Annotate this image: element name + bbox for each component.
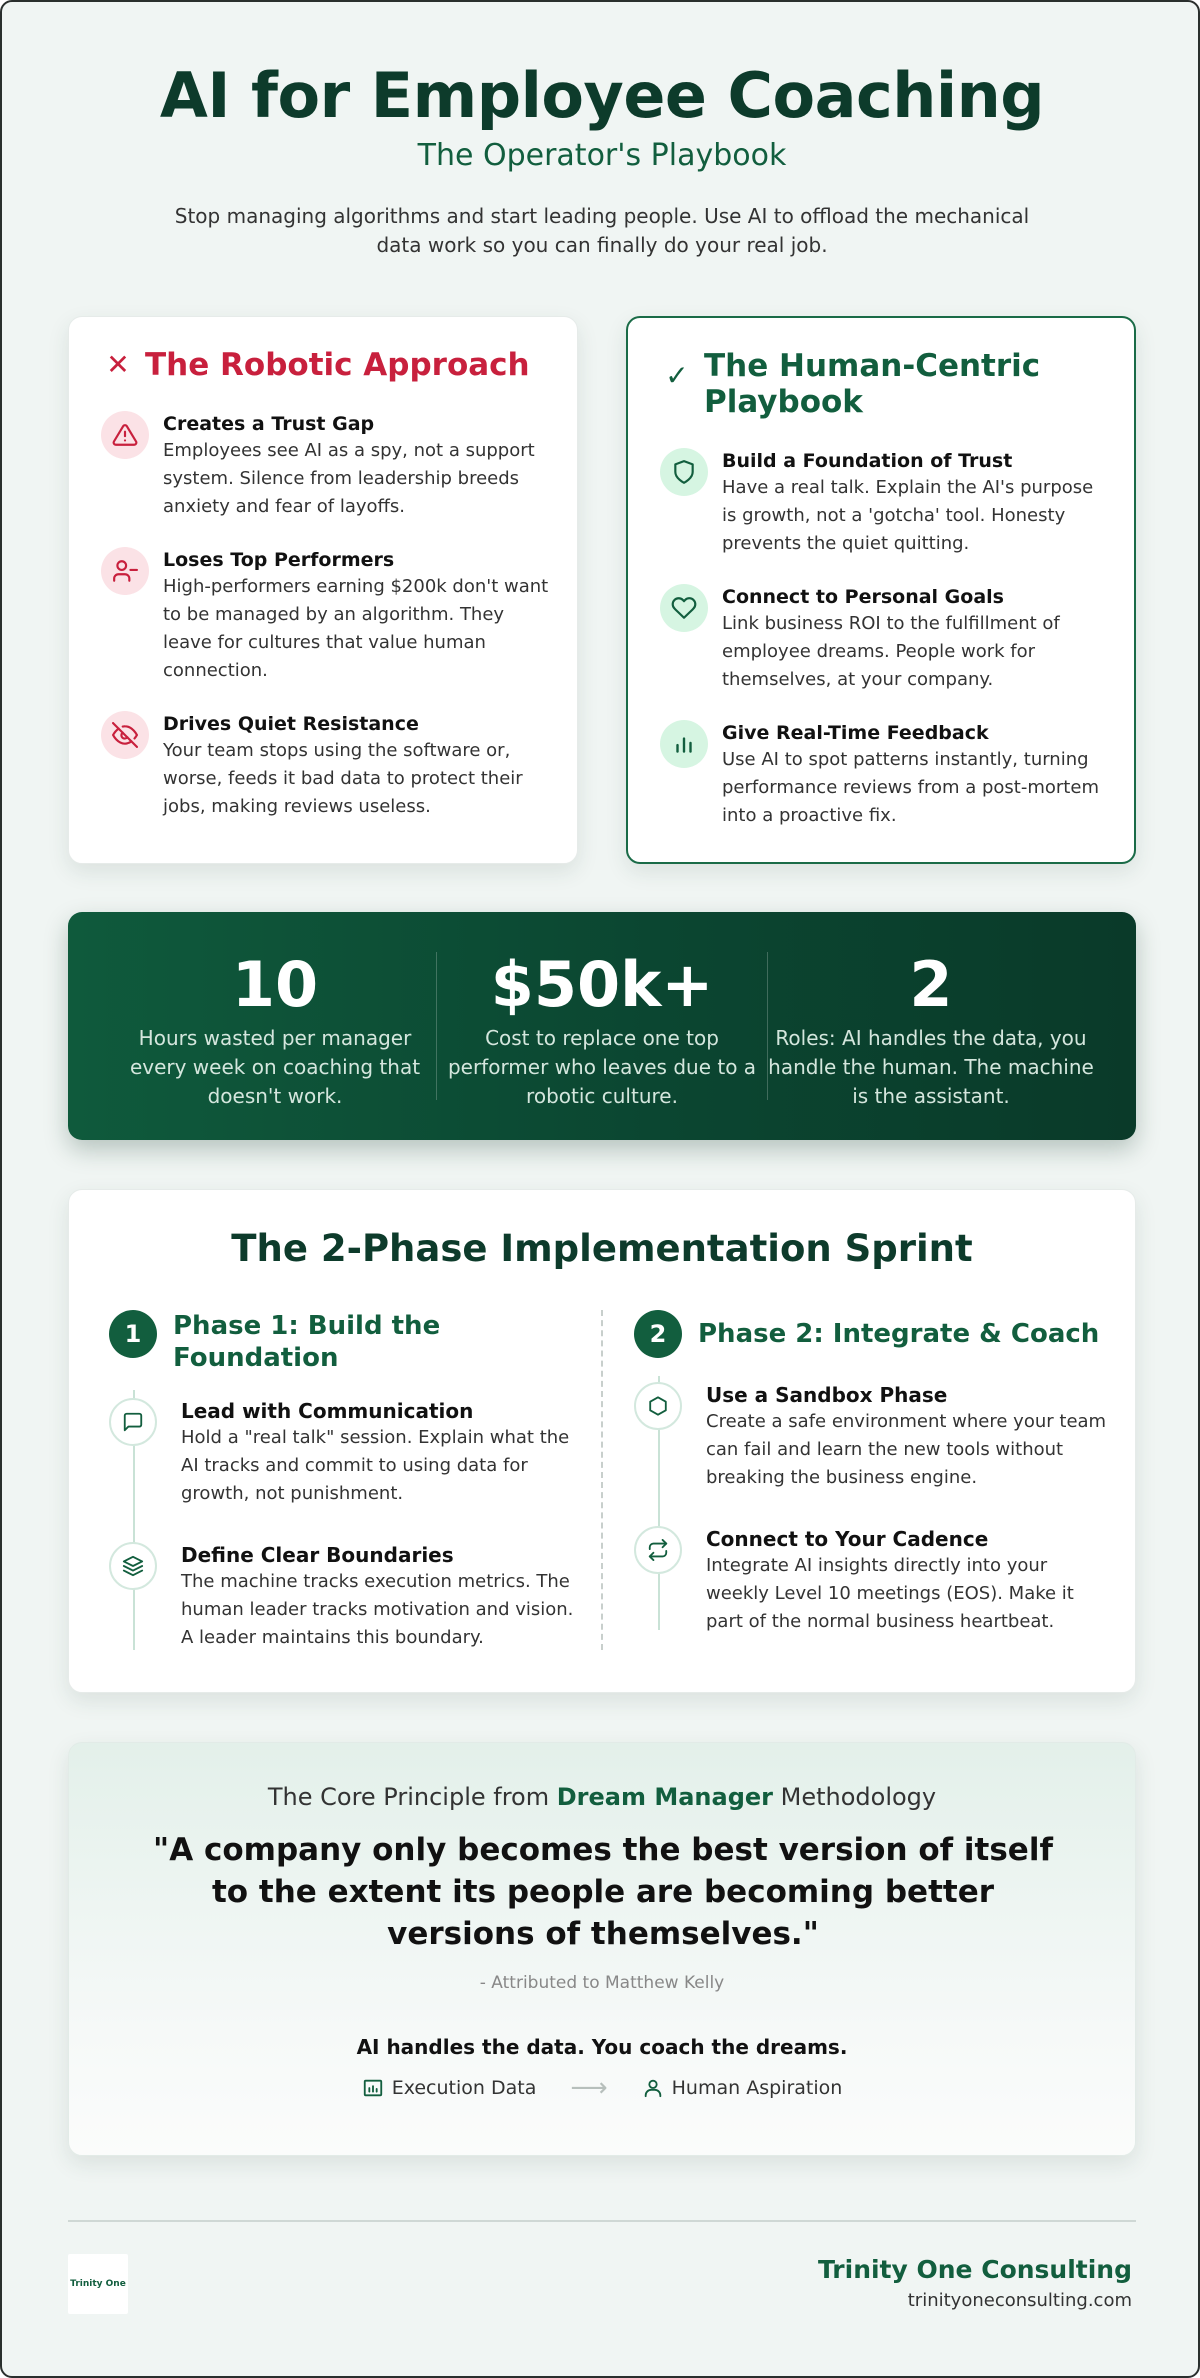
chart-box-icon bbox=[362, 2077, 384, 2099]
check-mark-icon: ✓ bbox=[665, 359, 689, 392]
phase-divider bbox=[601, 1310, 603, 1650]
phase-1-step bbox=[109, 1542, 579, 1652]
warning-triangle-icon bbox=[101, 411, 149, 459]
principle-prefix: The Core Principle from bbox=[267, 1783, 557, 1811]
step-heading: Define Clear Boundaries bbox=[181, 1543, 454, 1567]
hexagon-icon bbox=[634, 1382, 682, 1430]
robotic-card-title bbox=[103, 347, 530, 383]
stat-value: $50k+ bbox=[490, 948, 714, 1021]
robotic-item bbox=[101, 711, 553, 821]
message-square-icon bbox=[109, 1398, 157, 1446]
stat-value: 10 bbox=[231, 948, 319, 1021]
item-text: Employees see AI as a spy, not a support system. Silence from leadership breeds anxiety and fear of layoffs. bbox=[163, 440, 535, 517]
user-icon bbox=[642, 2077, 664, 2099]
step-text: The machine tracks execution metrics. The human leader tracks motivation and vision. A leader maintains this boundary. bbox=[181, 1571, 574, 1648]
heart-icon bbox=[660, 584, 708, 632]
repeat-icon bbox=[634, 1526, 682, 1574]
item-text: Link business ROI to the fulfillment of employee dreams. People work for themselves, at your company. bbox=[722, 613, 1060, 690]
robotic-item-list bbox=[101, 411, 553, 821]
item-heading: Build a Foundation of Trust bbox=[722, 450, 1013, 472]
stats-banner bbox=[68, 912, 1136, 1140]
phase-2-header bbox=[634, 1310, 1114, 1358]
header bbox=[2, 58, 1200, 260]
step-text: Integrate AI insights directly into your weekly Level 10 meetings (EOS). Make it part of the normal business heartbeat. bbox=[706, 1555, 1074, 1632]
principle-subtitle bbox=[69, 1781, 1135, 1813]
company-logo: Trinity One bbox=[68, 2254, 128, 2314]
phase-2-step bbox=[634, 1382, 1114, 1492]
core-principle-card bbox=[68, 1742, 1136, 2156]
item-text: Use AI to spot patterns instantly, turning performance reviews from a post-mortem into a proactive fix. bbox=[722, 749, 1099, 826]
human-item-list bbox=[660, 448, 1110, 830]
item-heading: Creates a Trust Gap bbox=[163, 413, 375, 435]
human-card-title bbox=[662, 348, 1084, 420]
x-mark-icon: ✕ bbox=[106, 348, 130, 381]
step-heading: Lead with Communication bbox=[181, 1399, 474, 1423]
stat-replacement-cost bbox=[437, 950, 767, 1111]
phase-title: Phase 1: Build the Foundation bbox=[173, 1311, 441, 1373]
quote-attribution: - Attributed to Matthew Kelly bbox=[479, 1973, 725, 1993]
step-text: Create a safe environment where your team can fail and learn the new tools without breaking the business engine. bbox=[706, 1411, 1107, 1488]
robotic-title-text: The Robotic Approach bbox=[145, 347, 530, 383]
intro-text: Stop managing algorithms and start leading people. Use AI to offload the mechanical data work so you can finally do your real job. bbox=[174, 204, 1030, 257]
item-text: High-performers earning $200k don't want to be managed by an algorithm. They leave for cultures that value human connection. bbox=[163, 576, 549, 681]
human-item bbox=[660, 720, 1110, 830]
principle-suffix: Methodology bbox=[773, 1783, 937, 1811]
item-text: Your team stops using the software or, worse, feeds it bad data to protect their jobs, making reviews useless. bbox=[163, 740, 523, 817]
company-block bbox=[818, 2254, 1132, 2314]
data-to-aspiration-flow bbox=[69, 2075, 1135, 2101]
item-heading: Connect to Personal Goals bbox=[722, 586, 1004, 608]
step-heading: Connect to Your Cadence bbox=[706, 1527, 989, 1551]
stat-hours-wasted bbox=[110, 950, 440, 1111]
eye-off-icon bbox=[101, 711, 149, 759]
step-heading: Use a Sandbox Phase bbox=[706, 1383, 948, 1407]
human-item bbox=[660, 584, 1110, 694]
company-url[interactable]: trinityoneconsulting.com bbox=[907, 2290, 1132, 2311]
step-text: Hold a "real talk" session. Explain what the AI tracks and commit to using data for growth, not punishment. bbox=[181, 1427, 570, 1504]
phase-1-step bbox=[109, 1398, 579, 1508]
robotic-item bbox=[101, 547, 553, 685]
implementation-sprint-card bbox=[68, 1189, 1136, 1693]
user-minus-icon bbox=[101, 547, 149, 595]
stat-label: Roles: AI handles the data, you handle the human. The machine is the assistant. bbox=[768, 1026, 1094, 1108]
principle-quote: "A company only becomes the best version of itself to the extent its people are becoming better versions of themselves." bbox=[153, 1832, 1053, 1952]
shield-icon bbox=[660, 448, 708, 496]
item-heading: Loses Top Performers bbox=[163, 549, 395, 571]
robotic-approach-card bbox=[68, 316, 578, 864]
stat-label: Cost to replace one top performer who leaves due to a robotic culture. bbox=[447, 1026, 757, 1108]
robotic-item bbox=[101, 411, 553, 521]
sprint-title: The 2-Phase Implementation Sprint bbox=[231, 1227, 973, 1270]
bar-chart-icon bbox=[660, 720, 708, 768]
item-heading: Give Real-Time Feedback bbox=[722, 722, 989, 744]
principle-brand: Dream Manager bbox=[556, 1783, 773, 1811]
company-name: Trinity One Consulting bbox=[817, 2255, 1132, 2284]
execution-data-label: Execution Data bbox=[362, 2077, 537, 2099]
human-item bbox=[660, 448, 1110, 558]
footer-divider bbox=[68, 2220, 1136, 2222]
page-subtitle: The Operator's Playbook bbox=[417, 138, 787, 173]
stat-value: 2 bbox=[909, 948, 953, 1021]
item-heading: Drives Quiet Resistance bbox=[163, 713, 419, 735]
arrow-right-icon: ⟶ bbox=[570, 2073, 608, 2103]
stat-label: Hours wasted per manager every week on coaching that doesn't work. bbox=[129, 1026, 421, 1108]
stat-roles bbox=[766, 950, 1096, 1111]
principle-tagline: AI handles the data. You coach the dreams. bbox=[356, 2035, 848, 2059]
human-aspiration-label: Human Aspiration bbox=[642, 2077, 843, 2099]
phase-title: Phase 2: Integrate & Coach bbox=[698, 1319, 1100, 1349]
human-title-text: The Human-Centric Playbook bbox=[704, 348, 1041, 420]
item-text: Have a real talk. Explain the AI's purpose is growth, not a 'gotcha' tool. Honesty prevents the quiet quitting. bbox=[722, 477, 1094, 554]
page-title: AI for Employee Coaching bbox=[159, 59, 1045, 132]
phase-number-badge: 2 bbox=[634, 1310, 682, 1358]
layers-icon bbox=[109, 1542, 157, 1590]
human-centric-card bbox=[626, 316, 1136, 864]
phase-2-step bbox=[634, 1526, 1114, 1636]
phase-1-header bbox=[109, 1310, 549, 1374]
phase-number-badge: 1 bbox=[109, 1310, 157, 1358]
